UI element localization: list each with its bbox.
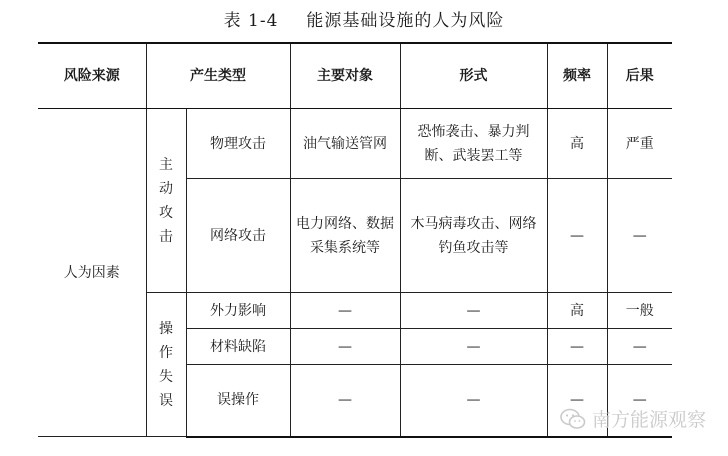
frequency-cell: 高 [547,293,607,329]
result-cell: 严重 [607,109,672,179]
type-cell: 材料缺陷 [186,329,290,365]
result-cell: — [607,329,672,365]
result-cell: 一般 [607,293,672,329]
type-cell: 外力影响 [186,293,290,329]
header-type: 产生类型 [146,43,290,109]
header-frequency: 频率 [547,43,607,109]
risk-table [38,42,672,438]
watermark [560,405,706,432]
form-cell: — [400,365,547,437]
source-cell: 人为因素 [38,109,146,437]
result-cell: — [607,179,672,293]
table-row [38,109,672,179]
type-cell: 误操作 [186,365,290,437]
caption-title: 能源基础设施的人为风险 [306,11,505,31]
frequency-cell: — [547,179,607,293]
object-cell: — [290,329,400,365]
result-cell: — [607,365,672,437]
header-source: 风险来源 [38,43,146,109]
form-cell: — [400,329,547,365]
type-cell: 物理攻击 [186,109,290,179]
group-label: 主动攻击 [159,156,173,245]
object-cell: — [290,365,400,437]
object-cell: 电力网络、数据采集系统等 [290,179,400,293]
header-result: 后果 [607,43,672,109]
frequency-cell: — [547,365,607,437]
header-object: 主要对象 [290,43,400,109]
type-cell: 网络攻击 [186,179,290,293]
group-label: 操作失误 [159,320,173,409]
form-cell: 恐怖袭击、暴力判断、武装罢工等 [400,109,547,179]
group-cell [146,109,186,293]
object-cell: — [290,293,400,329]
group-cell [146,293,186,437]
watermark-text: 南方能源观察 [591,409,706,431]
header-form: 形式 [400,43,547,109]
table-caption [0,6,728,31]
frequency-cell: — [547,329,607,365]
form-cell: 木马病毒攻击、网络钓鱼攻击等 [400,179,547,293]
caption-number: 表 1-4 [223,11,279,31]
form-cell: — [400,293,547,329]
object-cell: 油气输送管网 [290,109,400,179]
header-row [38,43,672,109]
wechat-icon [560,408,586,430]
frequency-cell: 高 [547,109,607,179]
